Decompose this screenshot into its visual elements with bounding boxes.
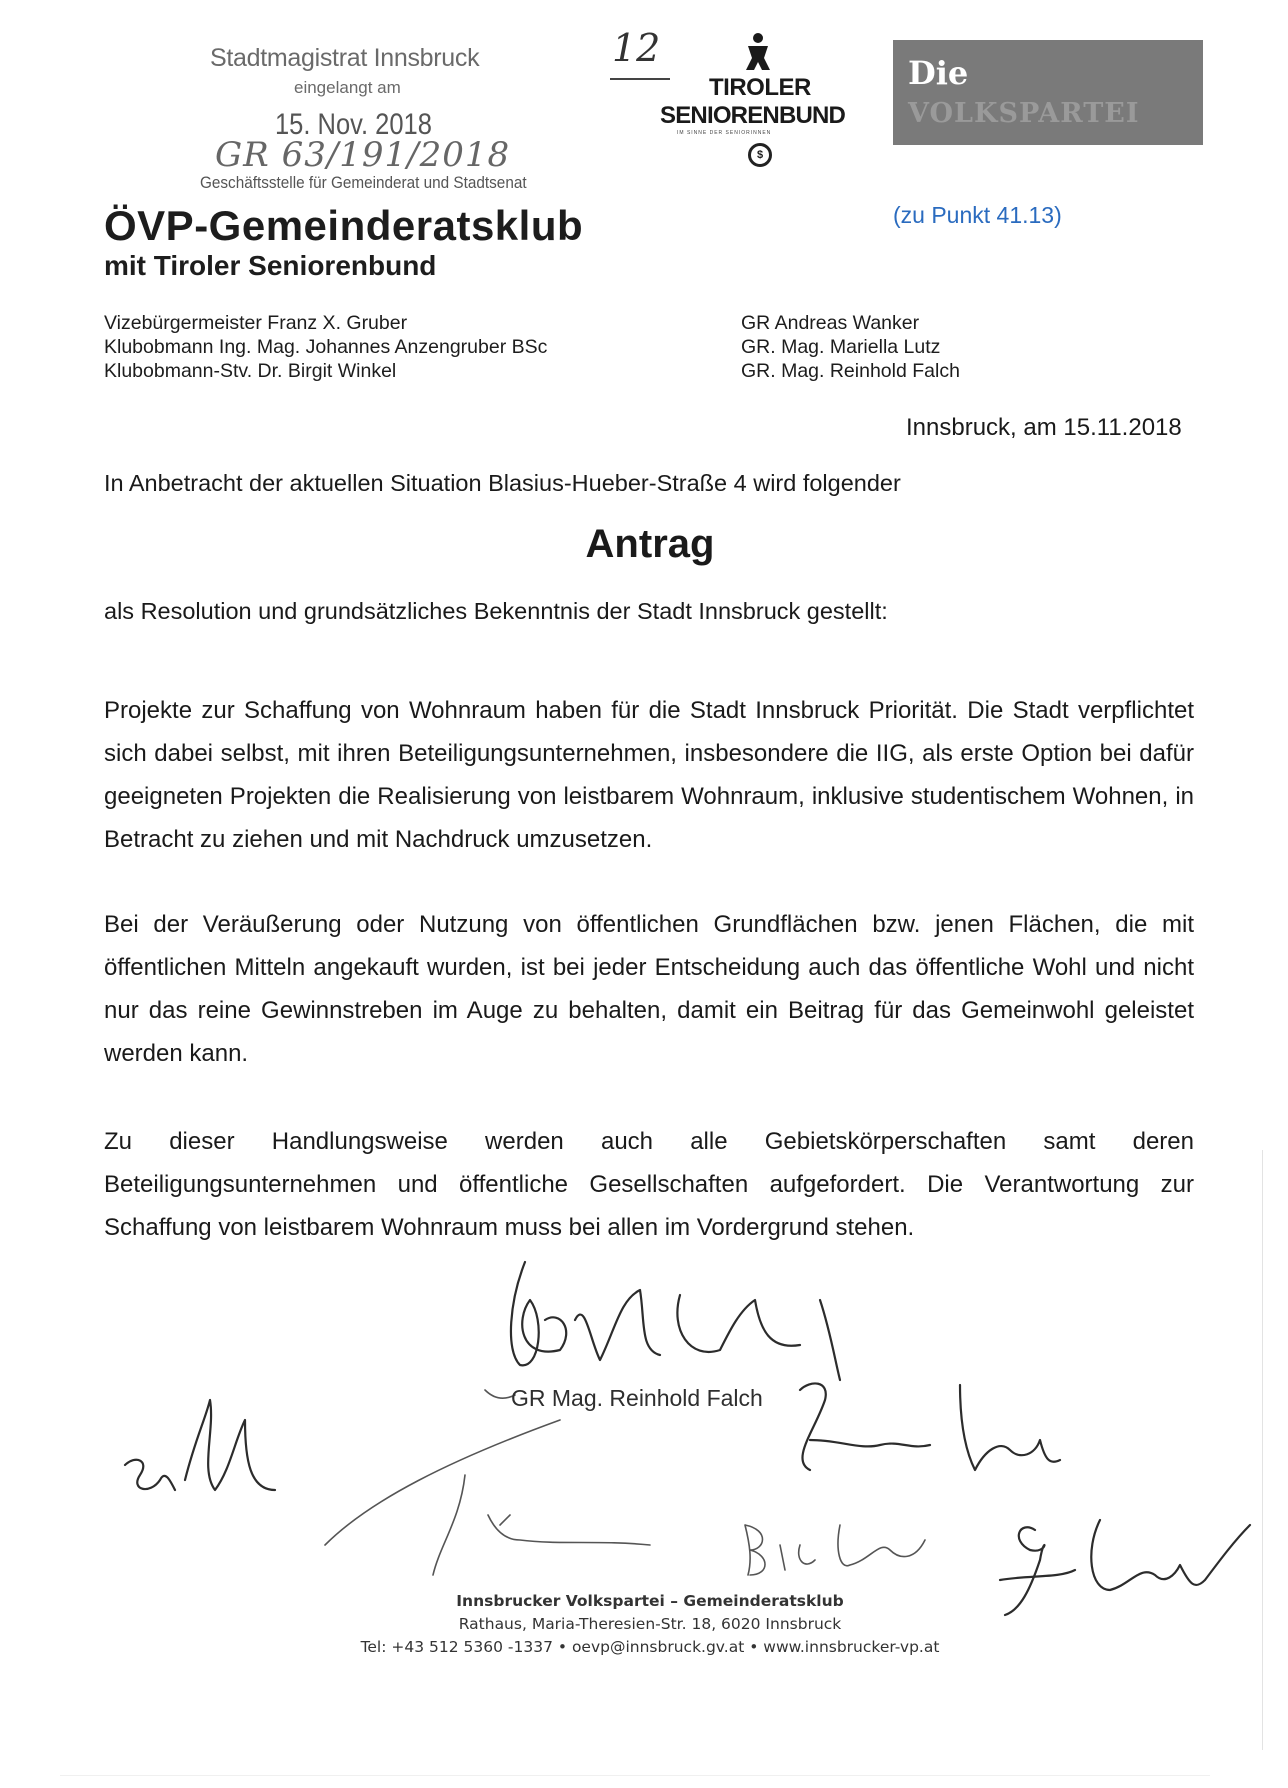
intro-text: In Anbetracht der aktuellen Situation Blasius-Hueber-Straße 4 wird folgender xyxy=(104,470,901,496)
place-date: Innsbruck, am 15.11.2018 xyxy=(906,414,1182,441)
club-subtitle: mit Tiroler Seniorenbund xyxy=(104,250,437,281)
footer-address: Rathaus, Maria-Theresien-Str. 18, 6020 Innsbruck xyxy=(458,1615,842,1633)
stamp-department: Geschäftsstelle für Gemeinderat und Stadtsenat xyxy=(200,173,527,192)
club-title: ÖVP-Gemeinderatsklub xyxy=(104,202,584,249)
footer-organization: Innsbrucker Volkspartei – Gemeinderatsklub xyxy=(456,1592,844,1610)
member-entry: Klubobmann-Stv. Dr. Birgit Winkel xyxy=(104,360,397,382)
volkspartei-logo-name: VOLKSPARTEI xyxy=(908,98,1140,129)
handwritten-number: 12 xyxy=(612,26,661,70)
agenda-reference: (zu Punkt 41.13) xyxy=(893,202,1062,228)
stamp-received-label: eingelangt am xyxy=(294,78,401,97)
stamp-reference: GR 63/191/2018 xyxy=(215,135,511,175)
footer-contact: Tel: +43 512 5360 -1337 • oevp@innsbruck.gv.at • www.innsbrucker-vp.at xyxy=(360,1638,940,1656)
stamp-date: 15. Nov. 2018 xyxy=(275,108,432,141)
seniorenbund-line1: TIROLER xyxy=(709,74,811,101)
seniorenbund-tagline: IM SINNE DER SENIORINNEN xyxy=(677,130,772,136)
member-entry: Vizebürgermeister Franz X. Gruber xyxy=(104,312,408,334)
seniorenbund-emblem-icon: $ xyxy=(748,143,772,167)
body-paragraph-3: Zu dieser Handlungsweise werden auch alle Gebietskörperschaften samt deren Beteiligungsunternehmen und öffentliche Gesellschaften aufgefordert. Die Verantwortung zur Schaffung von leistbarem Wohnraum muss bei allen im Vordergrund stehen. xyxy=(104,1128,1194,1241)
seniorenbund-line2: SENIORENBUND xyxy=(660,102,846,129)
signature-name: GR Mag. Reinhold Falch xyxy=(511,1385,763,1411)
resolution-line: als Resolution und grundsätzliches Bekenntnis der Stadt Innsbruck gestellt: xyxy=(104,598,888,624)
member-entry: GR. Mag. Reinhold Falch xyxy=(741,360,960,382)
body-paragraph-1: Projekte zur Schaffung von Wohnraum haben für die Stadt Innsbruck Priorität. Die Stadt verpflichtet sich dabei selbst, mit ihren Beteiligungsunternehmen, insbesondere die IIG, als erste Option bei dafür geeigneten Projekten die Realisierung von leistbarem Wohnraum, inklusive studentischem Wohnen, in Betracht zu ziehen und mit Nachdruck umzusetzen. xyxy=(104,697,1194,853)
volkspartei-logo-die: Die xyxy=(908,54,969,92)
scan-bottom-line xyxy=(60,1775,1210,1776)
document-heading: Antrag xyxy=(585,522,715,566)
member-entry: Klubobmann Ing. Mag. Johannes Anzengruber BSc xyxy=(104,336,548,358)
member-entry: GR Andreas Wanker xyxy=(741,312,920,334)
stamp-office: Stadtmagistrat Innsbruck xyxy=(210,44,480,72)
body-paragraph-2: Bei der Veräußerung oder Nutzung von öffentlichen Grundflächen bzw. jenen Flächen, die mit öffentlichen Mitteln angekauft wurden, ist bei jeder Entscheidung auch das öffentliche Wohl und nicht nur das reine Gewinnstreben im Auge zu behalten, damit ein Beitrag für das Gemeinwohl geleistet werden kann. xyxy=(104,911,1194,1067)
member-entry: GR. Mag. Mariella Lutz xyxy=(741,336,941,358)
scan-margin-line xyxy=(1262,1150,1263,1750)
